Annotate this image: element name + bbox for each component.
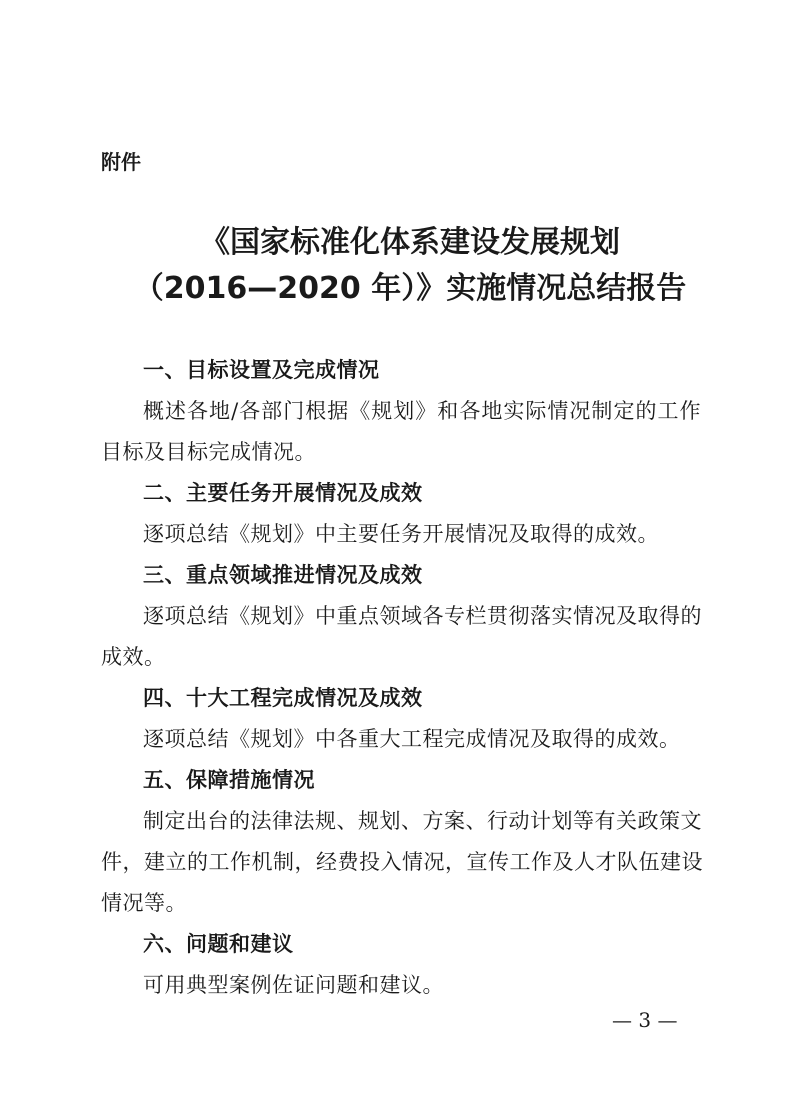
section — [101, 678, 701, 760]
paragraph-line: 件，建立的工作机制，经费投入情况，宣传工作及人才队伍建设 — [101, 850, 703, 874]
paragraph-line: 逐项总结《规划》中重点领域各专栏贯彻落实情况及取得的 — [143, 604, 702, 628]
paragraph-line: 概述各地/各部门根据《规划》和各地实际情况制定的工作 — [143, 399, 701, 423]
paragraph-line: 情况等。 — [101, 891, 187, 915]
document-title — [0, 220, 794, 312]
section — [101, 924, 701, 1006]
section-heading: 六、问题和建议 — [143, 932, 294, 956]
section-heading: 四、十大工程完成情况及成效 — [143, 686, 423, 710]
section — [101, 473, 701, 555]
section — [101, 760, 701, 924]
paragraph-line: 可用典型案例佐证问题和建议。 — [143, 973, 444, 997]
section-heading: 一、目标设置及完成情况 — [143, 358, 380, 382]
section-heading: 二、主要任务开展情况及成效 — [143, 481, 423, 505]
paragraph-line: 逐项总结《规划》中主要任务开展情况及取得的成效。 — [143, 522, 659, 546]
title-line-2: （2016—2020 年）》实施情况总结报告 — [133, 271, 687, 306]
paragraph-line: 制定出台的法律法规、规划、方案、行动计划等有关政策文 — [143, 809, 702, 833]
document-body — [101, 350, 701, 1006]
attachment-label: 附件 — [101, 150, 141, 174]
section — [101, 350, 701, 473]
section-heading: 五、保障措施情况 — [143, 768, 315, 792]
page-number: — 3 — — [612, 1008, 678, 1032]
title-line-1: 《国家标准化体系建设发展规划 — [200, 225, 620, 260]
section — [101, 555, 701, 678]
paragraph-line: 逐项总结《规划》中各重大工程完成情况及取得的成效。 — [143, 727, 681, 751]
paragraph-line: 成效。 — [101, 645, 166, 669]
section-heading: 三、重点领域推进情况及成效 — [143, 563, 423, 587]
paragraph-line: 目标及目标完成情况。 — [101, 440, 316, 464]
